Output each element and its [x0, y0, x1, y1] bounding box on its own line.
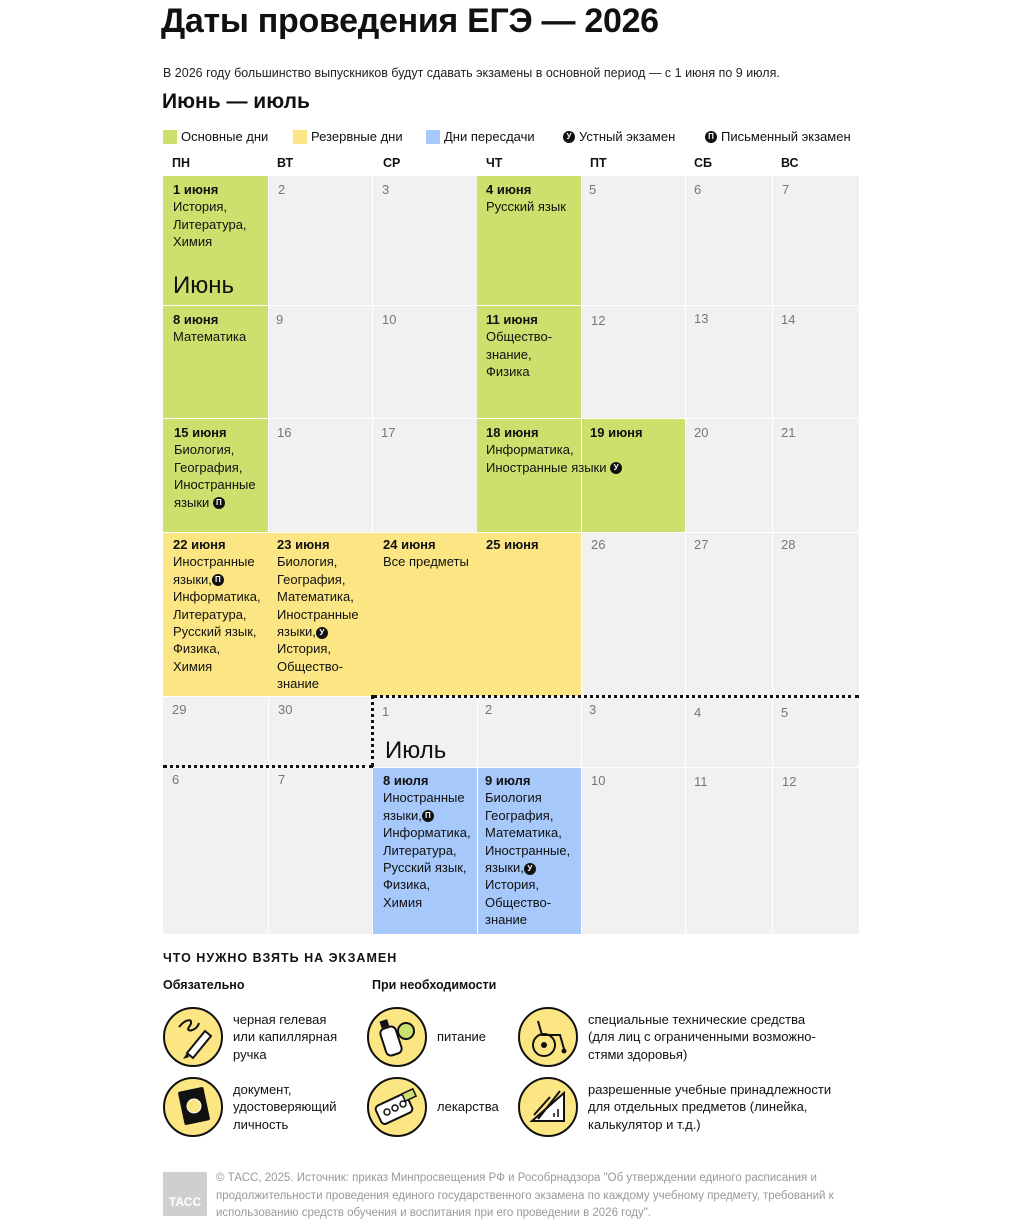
day-number: 28 [781, 537, 796, 552]
tass-logo: ТАСС [163, 1172, 207, 1216]
food-text: питание [437, 1029, 487, 1045]
exam-subjects [383, 789, 471, 911]
day-number: 26 [591, 537, 606, 552]
grid-line [477, 176, 478, 532]
bring-item-medicine [367, 1077, 499, 1137]
day-number: 5 [781, 705, 789, 720]
exam-day-jun-11 [486, 311, 552, 381]
grid-line [268, 532, 269, 696]
footer-source: © ТАСС, 2025. Источник: приказ Минпросвещения РФ и Рособрнадзора "Об утверждении единого расписания и продолжительности проведения единого государственного экзамена по каждому учебному предмету, требований к использованию средств обучения и воспитания при его проведении в 2026 году". [216, 1172, 834, 1219]
page-subtitle: В 2026 году большинство выпускников будут сдавать экзамены в основной период — с 1 июня по 9 июля. [163, 66, 780, 80]
grid-line [772, 176, 773, 934]
month-label-june: Июнь [173, 272, 235, 299]
weekday-mon: ПН [172, 156, 191, 170]
written-icon: П [422, 810, 434, 822]
exam-subjects: Русский язык [486, 199, 566, 215]
exam-day-jul-8 [383, 772, 471, 911]
day-number: 7 [278, 772, 286, 787]
month-label-july: Июль [385, 737, 447, 764]
subject-text: Биология География, Математика, Иностранные, языки, [485, 790, 571, 876]
exam-date: 8 июня [173, 312, 219, 327]
pen-text: черная гелевая или капиллярная ручка [233, 1011, 338, 1062]
day-number: 1 [382, 704, 390, 719]
subject-text: История, Общество- знание [485, 877, 552, 928]
exam-date: 19 июня [590, 425, 643, 440]
grid-line [477, 532, 478, 696]
passport-text: документ, удостоверяющий личность [233, 1081, 337, 1132]
exam-day-jun-22 [173, 536, 261, 675]
exam-day-jun-4 [486, 181, 566, 216]
bring-item-supplies [518, 1077, 831, 1137]
day-number: 30 [278, 702, 293, 717]
legend-retake [426, 129, 535, 144]
pen-icon [163, 1007, 223, 1067]
exam-day-jun-19 [590, 424, 643, 441]
subject-text: Биология, География, Математика, Иностранные языки, [277, 554, 359, 640]
exam-date: 11 июня [486, 312, 538, 327]
day-number: 9 [276, 312, 284, 327]
bring-heading: ЧТО НУЖНО ВЗЯТЬ НА ЭКЗАМЕН [163, 951, 398, 965]
month-separator [373, 695, 859, 698]
exam-day-jun-23 [277, 536, 359, 693]
day-number: 3 [382, 182, 390, 197]
day-number: 5 [589, 182, 597, 197]
day-number: 7 [782, 182, 790, 197]
exam-subjects [486, 441, 622, 476]
subject-text: Иностранные языки, [173, 554, 255, 587]
day-number: 16 [277, 425, 292, 440]
grid-line [163, 532, 859, 533]
exam-date: 8 июля [383, 773, 429, 788]
written-icon: П [213, 497, 225, 509]
day-number: 6 [172, 772, 180, 787]
subject-text: Информатика, Иностранные языки [486, 442, 607, 475]
oral-icon: У [563, 131, 575, 143]
food-icon [367, 1007, 427, 1067]
medicine-text: лекарства [437, 1099, 499, 1115]
legend-oral-label: Устный экзамен [579, 129, 676, 144]
exam-date: 15 июня [174, 425, 227, 440]
day-number: 13 [694, 311, 709, 326]
legend-reserve-label: Резервные дни [311, 129, 403, 144]
exam-date: 24 июня [383, 537, 436, 552]
legend-written [705, 129, 851, 144]
day-number: 17 [381, 425, 396, 440]
bring-item-passport [163, 1077, 337, 1137]
written-icon: П [705, 131, 717, 143]
main-swatch [163, 130, 177, 144]
day-number: 3 [589, 702, 597, 717]
grid-line [163, 305, 859, 306]
required-heading: Обязательно [163, 978, 245, 992]
legend-written-label: Письменный экзамен [721, 129, 851, 144]
exam-subjects [485, 789, 570, 928]
pills-icon [367, 1077, 427, 1137]
exam-day-jun-1 [173, 181, 247, 251]
legend-retake-label: Дни пересдачи [444, 129, 535, 144]
exam-day-jun-24 [383, 536, 469, 571]
exam-day-jun-8 [173, 311, 246, 346]
day-number: 2 [485, 702, 493, 717]
exam-date: 9 июля [485, 773, 531, 788]
exam-date: 22 июня [173, 537, 226, 552]
day-number: 20 [694, 425, 709, 440]
bring-item-food [367, 1007, 486, 1067]
exam-subjects [277, 553, 359, 692]
day-number: 2 [278, 182, 286, 197]
weekday-wed: СР [383, 156, 401, 170]
optional-heading: При необходимости [372, 978, 497, 992]
exam-subjects: Общество- знание, Физика [486, 329, 553, 380]
reserve-swatch [293, 130, 307, 144]
exam-subjects [174, 441, 256, 511]
month-separator [371, 695, 374, 767]
legend-main-label: Основные дни [181, 129, 269, 144]
retake-swatch [426, 130, 440, 144]
grid-line [477, 696, 478, 934]
day-number: 12 [782, 774, 797, 789]
grid-line [685, 176, 686, 934]
legend-oral [563, 129, 675, 144]
exam-day-jun-25 [486, 536, 539, 553]
written-icon: П [212, 574, 224, 586]
exam-subjects: История, Литература, Химия [173, 199, 247, 250]
subject-text: Биология, География, Иностранные языки [174, 442, 256, 510]
subject-text: Информатика, Литература, Русский язык, Физика, Химия [173, 589, 261, 674]
exam-subjects: Все предметы [383, 554, 469, 570]
exam-day-jun-15 [174, 424, 256, 511]
exam-date: 4 июня [486, 182, 532, 197]
subject-text: Информатика, Литература, Русский язык, Физика, Химия [383, 825, 471, 910]
subject-text: Иностранные языки, [383, 790, 465, 823]
day-number: 29 [172, 702, 187, 717]
grid-line [372, 532, 373, 696]
day-number: 6 [694, 182, 702, 197]
bring-item-pen [163, 1007, 337, 1067]
day-number: 10 [591, 773, 606, 788]
supplies-text: разрешенные учебные принадлежности для отдельных предметов (линейка, калькулятор и т.д.) [588, 1081, 832, 1132]
grid-line [163, 418, 859, 419]
oral-icon: У [524, 863, 536, 875]
exam-date: 18 июня [486, 425, 539, 440]
day-number: 10 [382, 312, 397, 327]
exam-subjects [173, 553, 261, 675]
exam-date: 23 июня [277, 537, 330, 552]
ruler-icon [518, 1077, 578, 1137]
legend-reserve [293, 129, 403, 144]
page-title: Даты проведения ЕГЭ — 2026 [161, 2, 659, 40]
exam-date: 25 июня [486, 537, 539, 552]
day-number: 21 [781, 425, 796, 440]
day-number: 11 [694, 774, 708, 789]
month-separator [163, 765, 373, 768]
subject-text: История, Общество- знание [277, 641, 344, 692]
day-number: 14 [781, 312, 796, 327]
wheelchair-icon [518, 1007, 578, 1067]
weekday-sat: СБ [694, 156, 713, 170]
oral-icon: У [316, 627, 328, 639]
weekday-fri: ПТ [590, 156, 607, 170]
weekday-thu: ЧТ [486, 156, 503, 170]
weekday-sun: ВС [781, 156, 799, 170]
exam-date: 1 июня [173, 182, 219, 197]
period-heading: Июнь — июль [162, 90, 310, 113]
day-number: 27 [694, 537, 709, 552]
legend-main [163, 129, 268, 144]
legend [163, 129, 863, 145]
grid-line [581, 176, 582, 934]
bring-item-tech [518, 1007, 816, 1067]
passport-icon [163, 1077, 223, 1137]
exam-subjects: Математика [173, 329, 247, 345]
day-number: 12 [591, 313, 606, 328]
day-number: 4 [694, 705, 702, 720]
weekday-tue: ВТ [277, 156, 294, 170]
exam-day-jul-9 [485, 772, 570, 929]
oral-icon: У [610, 462, 622, 474]
tech-text: специальные технические средства (для лиц с ограниченными возможно- стями здоровья) [588, 1011, 816, 1062]
